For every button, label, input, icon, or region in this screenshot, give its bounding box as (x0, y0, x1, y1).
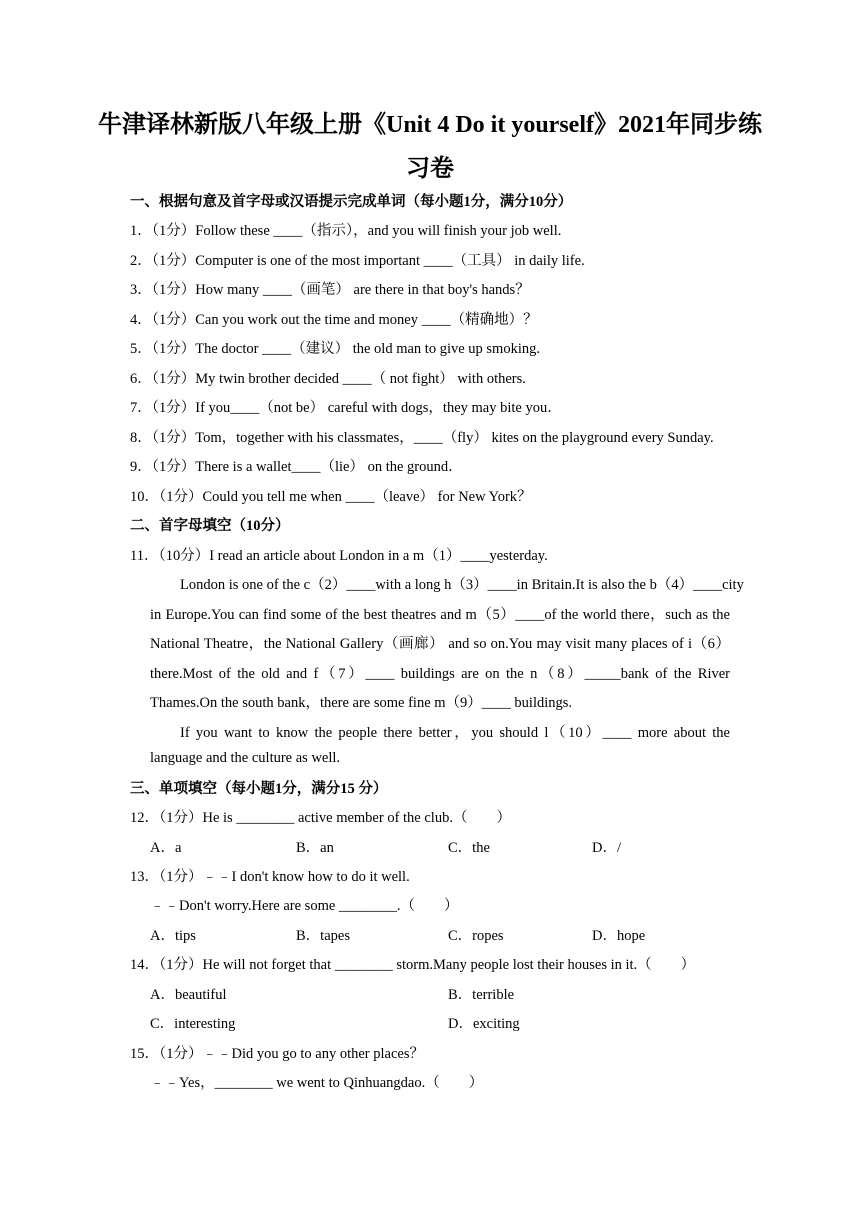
question-15-line-1: 15．（1分）﹣﹣Did you go to any other places？ (130, 1046, 424, 1062)
question-14: 14．（1分）He will not forget that ________ storm.Many people lost their houses in it.（ ） (130, 957, 696, 973)
question-5: 5．（1分）The doctor ____（建议） the old man to give up smoking. (130, 341, 540, 357)
q14-option-c: C．interesting (150, 1016, 236, 1032)
question-12: 12．（1分）He is ________ active member of the club.（ ） (130, 810, 511, 826)
question-11-intro: 11．（10分）I read an article about London in a m（1）____yesterday. (130, 548, 548, 564)
q13-option-d: D．hope (592, 928, 646, 944)
question-7: 7．（1分）If you____（not be） careful with dogs，they may bite you． (130, 400, 562, 416)
section-3-heading: 三、单项填空（每小题1分，满分15 分） (130, 781, 388, 797)
question-4: 4．（1分）Can you work out the time and money ____（精确地）？ (130, 312, 538, 328)
question-8: 8．（1分）Tom，together with his classmates，____（fly） kites on the playground every Sunday. (130, 430, 714, 446)
q14-option-a: A．beautiful (150, 987, 227, 1003)
question-10: 10．（1分）Could you tell me when ____（leave） for New York？ (130, 489, 532, 505)
passage-line-3: National Theatre，the National Gallery（画廊） and so on.You may visit many places of i（6） (150, 636, 730, 652)
q13-option-a: A．tips (150, 928, 196, 944)
question-15-line-2: ﹣﹣Yes，________ we went to Qinhuangdao.（ ） (150, 1075, 484, 1091)
passage-line-6: If you want to know the people there better，you should l（10）____ more about the (180, 725, 730, 741)
passage-line-5: Thames.On the south bank，there are some fine m（9）____ buildings. (150, 695, 573, 711)
passage-line-1: London is one of the c（2）____with a long h（3）____in Britain.It is also the b（4）____city (180, 577, 744, 593)
q12-option-b: B．an (296, 840, 334, 856)
question-6: 6．（1分）My twin brother decided ____（ not fight） with others. (130, 371, 526, 387)
question-13-line-1: 13．（1分）﹣﹣I don't know how to do it well. (130, 869, 410, 885)
section-2-heading: 二、首字母填空（10分） (130, 518, 290, 534)
question-3: 3．（1分）How many ____（画笔） are there in that boy's hands？ (130, 282, 530, 298)
q14-option-b: B．terrible (448, 987, 515, 1003)
q14-option-d: D．exciting (448, 1016, 520, 1032)
question-9: 9．（1分）There is a wallet____（lie） on the ground． (130, 459, 463, 475)
question-1: 1．（1分）Follow these ____（指示），and you will finish your job well. (130, 223, 562, 239)
page-title-line-2: 习卷 (406, 156, 454, 182)
q12-option-a: A．a (150, 840, 182, 856)
q12-option-d: D．/ (592, 840, 621, 856)
passage-line-4: there.Most of the old and f（7）____ buildings are on the n（8）_____bank of the River (150, 666, 730, 682)
page-title-line-1: 牛津译林新版八年级上册《Unit 4 Do it yourself》2021年同步练 (98, 112, 762, 138)
q13-option-c: C．ropes (448, 928, 504, 944)
passage-line-7: language and the culture as well. (150, 750, 341, 766)
question-2: 2．（1分）Computer is one of the most important ____（工具） in daily life. (130, 253, 585, 269)
section-1-heading: 一、根据句意及首字母或汉语提示完成单词（每小题1分，满分10分） (130, 194, 573, 210)
q12-option-c: C．the (448, 840, 490, 856)
question-13-line-2: ﹣﹣Don't worry.Here are some ________.（ ） (150, 898, 459, 914)
passage-line-2: in Europe.You can find some of the best theatres and m（5）____of the world there，such as the (150, 607, 730, 623)
q13-option-b: B．tapes (296, 928, 350, 944)
